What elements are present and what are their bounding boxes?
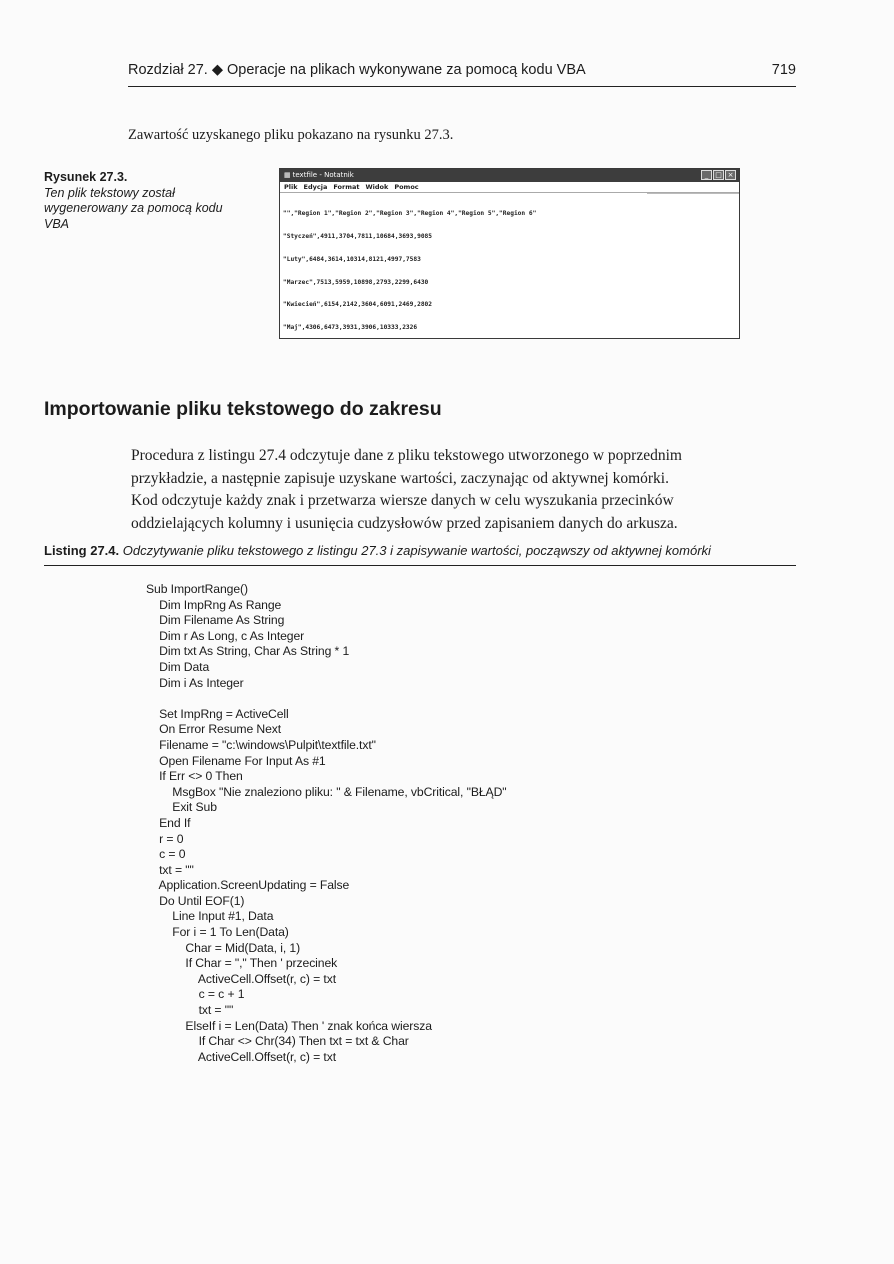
code-line: Dim ImpRng As Range	[146, 597, 282, 612]
code-line: r = 0	[146, 831, 184, 846]
menu-item-file: Plik	[284, 183, 298, 191]
code-line: Dim i As Integer	[146, 675, 244, 690]
paragraph-line: oddzielających kolumny i usunięcia cudzysłowów przed zapisaniem danych do arkusza.	[131, 514, 678, 532]
code-line: ActiveCell.Offset(r, c) = txt	[146, 1049, 336, 1064]
text-line: "Marzec",7513,5959,10898,2793,2299,6430	[283, 278, 429, 286]
notepad-window-title: textfile - Notatnik	[292, 171, 354, 179]
code-line: Sub ImportRange()	[146, 582, 248, 596]
intro-sentence: Zawartość uzyskanego pliku pokazano na rysunku 27.3.	[128, 127, 454, 143]
window-controls	[701, 170, 736, 180]
code-line: If Char <> Chr(34) Then txt = txt & Char	[146, 1034, 409, 1049]
code-line: c = c + 1	[146, 987, 245, 1002]
code-line: If Err <> 0 Then	[146, 769, 243, 784]
code-line: For i = 1 To Len(Data)	[146, 925, 289, 940]
body-paragraph	[131, 445, 791, 535]
code-line: Open Filename For Input As #1	[146, 753, 326, 768]
figure-label: Rysunek 27.3.	[44, 170, 128, 184]
code-listing	[146, 582, 507, 1065]
code-line: txt = ""	[146, 1003, 234, 1018]
code-line: Dim Data	[146, 659, 210, 674]
code-line: Set ImpRng = ActiveCell	[146, 706, 289, 721]
paragraph-line: Procedura z listingu 27.4 odczytuje dane z pliku tekstowego utworzonego w poprzednim	[131, 447, 682, 464]
listing-label: Listing 27.4.	[44, 543, 120, 558]
chapter-title: Rozdział 27. ◆ Operacje na plikach wykonywane za pomocą kodu VBA	[128, 62, 586, 78]
code-line: Do Until EOF(1)	[146, 893, 245, 908]
notepad-text-content	[280, 193, 739, 339]
notepad-window-screenshot	[279, 168, 740, 339]
listing-description: Odczytywanie pliku tekstowego z listingu 27.3 i zapisywanie wartości, począwszy od aktywnej komórki	[122, 543, 711, 558]
code-line: ActiveCell.Offset(r, c) = txt	[146, 971, 336, 986]
section-heading: Importowanie pliku tekstowego do zakresu	[44, 398, 442, 420]
code-line: On Error Resume Next	[146, 722, 282, 737]
text-line: "Maj",4306,6473,3931,3906,10333,2326	[283, 324, 418, 332]
menu-item-help: Pomoc	[394, 183, 419, 191]
code-line: MsgBox "Nie znaleziono pliku: " & Filename, vbCritical, "BŁĄD"	[146, 784, 507, 799]
notepad-titlebar	[280, 169, 739, 182]
minimize-icon: _	[701, 170, 712, 180]
paragraph-line: Kod odczytuje każdy znak i przetwarza wiersze danych w celu wyszukania przecinków	[131, 492, 674, 509]
notepad-app-icon: ▦	[284, 171, 291, 179]
text-line: "","Region 1","Region 2","Region 3","Region 4","Region 5","Region 6"	[283, 210, 537, 218]
code-line: Dim txt As String, Char As String * 1	[146, 644, 350, 659]
page-number: 719	[771, 62, 796, 78]
text-line: "Styczeń",4911,3704,7811,10684,3693,9085	[283, 232, 433, 240]
notepad-menubar	[280, 182, 739, 193]
code-line: ElseIf i = Len(Data) Then ' znak końca wiersza	[146, 1018, 432, 1033]
listing-caption	[44, 542, 796, 566]
code-line: Dim Filename As String	[146, 613, 285, 628]
figure-description: Ten plik tekstowy został wygenerowany za pomocą kodu VBA	[44, 185, 223, 231]
code-line: Exit Sub	[146, 800, 217, 815]
menu-item-edit: Edycja	[303, 183, 328, 191]
code-line: txt = ""	[146, 862, 194, 877]
paragraph-line: przykładzie, a następnie zapisuje uzyskane wartości, zaczynając od aktywnej komórki.	[131, 469, 669, 487]
close-icon: ×	[725, 170, 736, 180]
code-line: Filename = "c:\windows\Pulpit\textfile.txt"	[146, 737, 376, 752]
code-line: Char = Mid(Data, i, 1)	[146, 940, 301, 955]
code-line: Application.ScreenUpdating = False	[146, 878, 350, 893]
code-line: Dim r As Long, c As Integer	[146, 628, 305, 643]
code-line: Line Input #1, Data	[146, 909, 274, 924]
code-line: End If	[146, 815, 191, 830]
text-line: "Kwiecień",6154,2142,3604,6091,2469,2802	[283, 301, 433, 309]
text-line: "Luty",6484,3614,10314,8121,4997,7583	[283, 255, 421, 263]
code-line: c = 0	[146, 847, 186, 862]
code-line	[146, 691, 507, 707]
menu-item-view: Widok	[365, 183, 389, 191]
maximize-icon: □	[713, 170, 724, 180]
figure-caption	[44, 170, 234, 232]
running-head	[128, 60, 796, 87]
menu-item-format: Format	[333, 183, 360, 191]
code-line: If Char = "," Then ' przecinek	[146, 956, 338, 971]
